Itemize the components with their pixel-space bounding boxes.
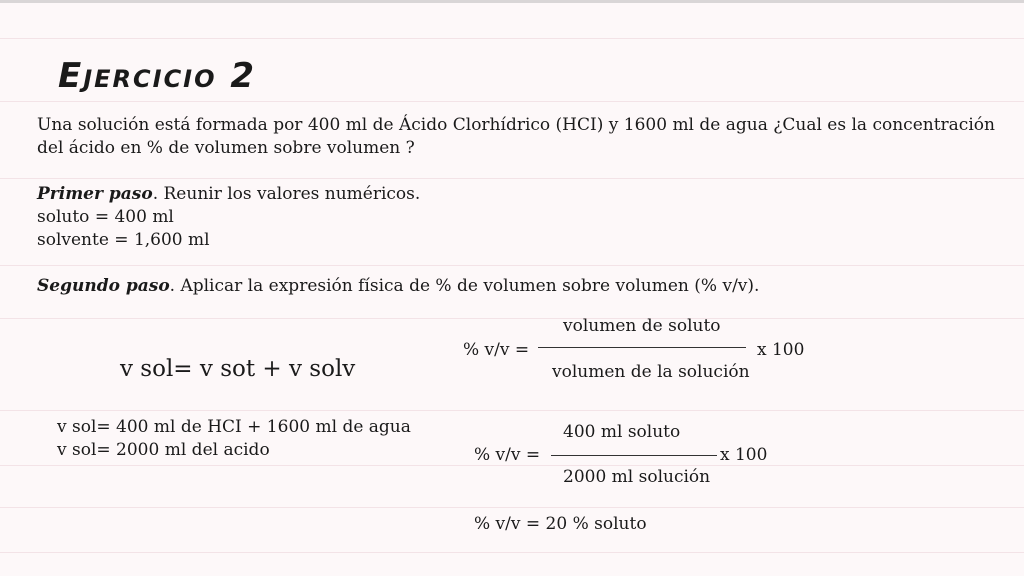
notebook-rule bbox=[0, 38, 1024, 39]
problem-line-1: Una solución está formada por 400 ml de Ácido Clorhídrico (HCI) y 1600 ml de agua ¿Cual es la concentración bbox=[37, 115, 995, 135]
formula2-multiplier: x 100 bbox=[720, 445, 768, 465]
notebook-rule bbox=[0, 101, 1024, 102]
step2-heading bbox=[37, 275, 759, 298]
calc-line-2: v sol= 2000 ml del acido bbox=[57, 440, 270, 460]
problem-line-2: del ácido en % de volumen sobre volumen ? bbox=[37, 138, 415, 158]
step2-label: Segundo paso bbox=[37, 276, 170, 296]
formula1-prefix: % v/v = bbox=[463, 340, 530, 360]
notebook-rule bbox=[0, 410, 1024, 411]
top-border bbox=[0, 0, 1024, 3]
soluto-value: soluto = 400 ml bbox=[37, 207, 174, 227]
calc-line-1: v sol= 400 ml de HCI + 1600 ml de agua bbox=[57, 417, 411, 437]
notebook-rule bbox=[0, 265, 1024, 266]
step1-heading bbox=[37, 183, 420, 206]
formula2-numerator: 400 ml soluto bbox=[563, 422, 681, 442]
notebook-rule bbox=[0, 178, 1024, 179]
formula2-fraction-bar bbox=[551, 455, 717, 456]
formula1-denominator: volumen de la solución bbox=[552, 362, 750, 382]
notebook-rule bbox=[0, 318, 1024, 319]
exercise-title: Ejercicio 2 bbox=[58, 56, 257, 96]
result: % v/v = 20 % soluto bbox=[474, 514, 647, 534]
formula1-multiplier: x 100 bbox=[757, 340, 805, 360]
formula2-denominator: 2000 ml solución bbox=[563, 467, 711, 487]
notebook-rule bbox=[0, 507, 1024, 508]
solvente-value: solvente = 1,600 ml bbox=[37, 230, 210, 250]
volume-formula: v sol= v sot + v solv bbox=[120, 356, 356, 382]
step1-text: . Reunir los valores numéricos. bbox=[152, 184, 421, 204]
step2-text: . Aplicar la expresión física de % de volumen sobre volumen (% v/v). bbox=[169, 276, 760, 296]
formula1-numerator: volumen de soluto bbox=[563, 316, 721, 336]
step1-label: Primer paso bbox=[37, 184, 153, 204]
notebook-rule bbox=[0, 552, 1024, 553]
formula2-prefix: % v/v = bbox=[474, 445, 541, 465]
formula1-fraction-bar bbox=[538, 347, 746, 348]
